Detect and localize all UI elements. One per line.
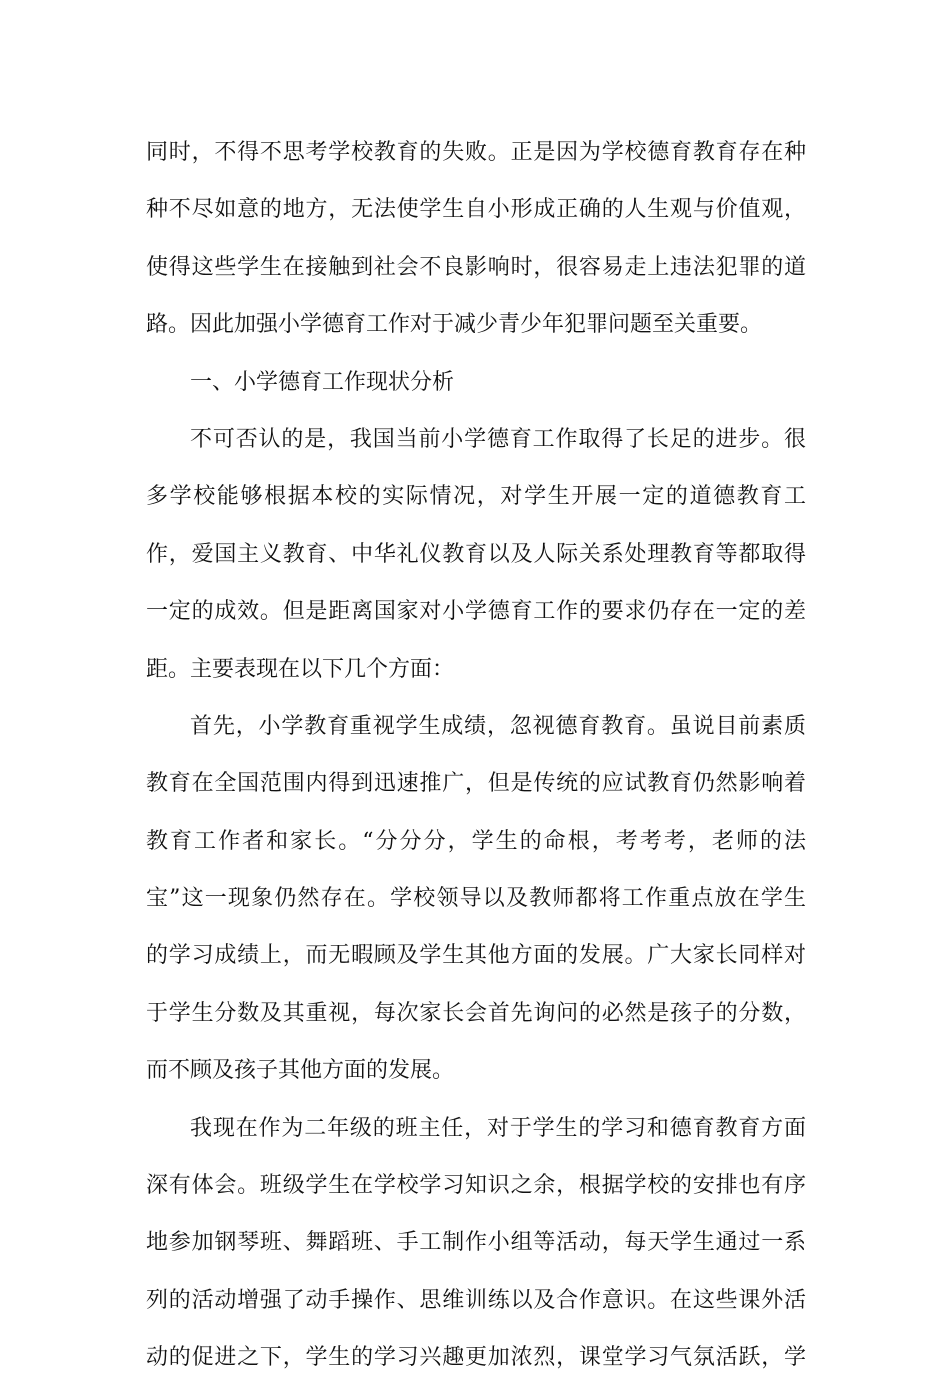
text-line: 的学习成绩上，而无暇顾及学生其他方面的发展。广大家长同样对 bbox=[146, 943, 806, 969]
text-line: 种不尽如意的地方，无法使学生自小形成正确的人生观与价值观， bbox=[146, 197, 806, 223]
text-line: 深有体会。班级学生在学校学习知识之余，根据学校的安排也有序 bbox=[146, 1173, 806, 1199]
text-line: 地参加钢琴班、舞蹈班、手工制作小组等活动，每天学生通过一系 bbox=[146, 1230, 806, 1256]
text-line: 路。因此加强小学德育工作对于减少青少年犯罪问题至关重要。 bbox=[146, 312, 763, 338]
text-line: 不可否认的是，我国当前小学德育工作取得了长足的进步。很 bbox=[190, 426, 806, 452]
text-line: 宝”这一现象仍然存在。学校领导以及教师都将工作重点放在学生 bbox=[146, 886, 806, 912]
text-line: 多学校能够根据本校的实际情况，对学生开展一定的道德教育工 bbox=[146, 484, 806, 510]
text-line: 距。主要表现在以下几个方面： bbox=[146, 656, 455, 682]
text-line: 动的促进之下，学生的学习兴趣更加浓烈，课堂学习气氛活跃，学 bbox=[146, 1345, 806, 1371]
text-line: 使得这些学生在接触到社会不良影响时，很容易走上违法犯罪的道 bbox=[146, 254, 806, 280]
text-line: 于学生分数及其重视，每次家长会首先询问的必然是孩子的分数， bbox=[146, 1000, 806, 1026]
text-line: 列的活动增强了动手操作、思维训练以及合作意识。在这些课外活 bbox=[146, 1287, 806, 1313]
text-line: 首先，小学教育重视学生成绩，忽视德育教育。虽说目前素质 bbox=[190, 713, 806, 739]
text-line: 教育工作者和家长。“分分分，学生的命根，考考考，老师的法 bbox=[146, 828, 806, 854]
text-line: 作，爱国主义教育、中华礼仪教育以及人际关系处理教育等都取得 bbox=[146, 541, 806, 567]
text-line: 一、小学德育工作现状分析 bbox=[190, 369, 455, 395]
text-line: 而不顾及孩子其他方面的发展。 bbox=[146, 1058, 455, 1084]
text-line: 教育在全国范围内得到迅速推广，但是传统的应试教育仍然影响着 bbox=[146, 771, 806, 797]
document-body bbox=[146, 134, 806, 1397]
text-line: 一定的成效。但是距离国家对小学德育工作的要求仍存在一定的差 bbox=[146, 599, 806, 625]
text-line: 同时，不得不思考学校教育的失败。正是因为学校德育教育存在种 bbox=[146, 140, 806, 165]
text-line: 我现在作为二年级的班主任，对于学生的学习和德育教育方面 bbox=[190, 1115, 806, 1141]
